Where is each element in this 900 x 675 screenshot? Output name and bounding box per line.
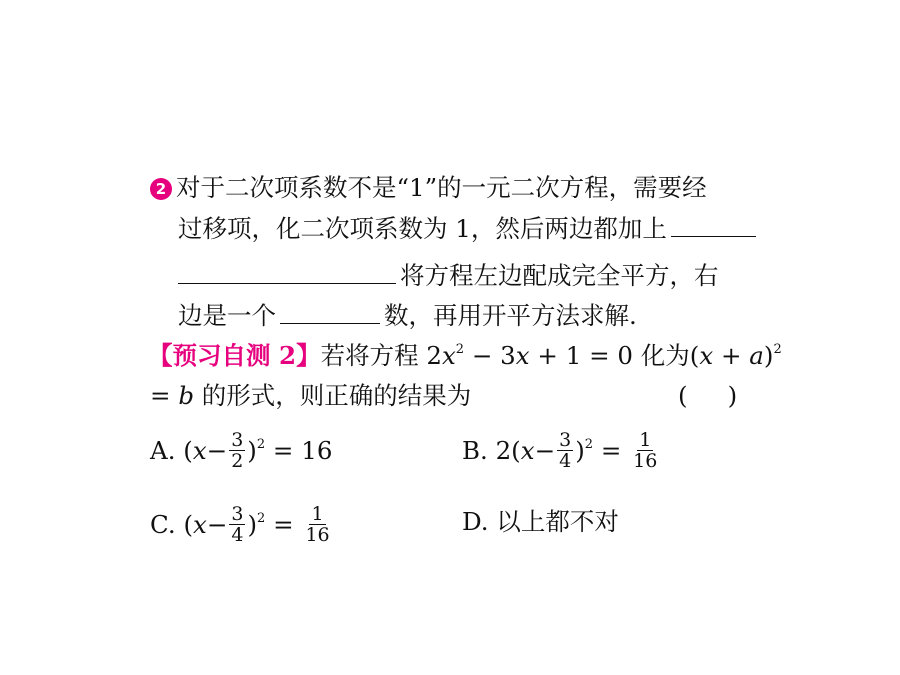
preview-question-line1 — [148, 340, 782, 377]
numerator: 3 — [231, 503, 244, 525]
numerator: 3 — [231, 429, 244, 451]
minus: − — [206, 436, 228, 465]
eq-var: x — [699, 341, 714, 370]
item2-line3 — [178, 260, 719, 292]
option-text: 以上都不对 — [496, 507, 619, 536]
exponent: 2 — [256, 437, 266, 452]
denominator: 4 — [559, 450, 572, 472]
paren: ) — [247, 436, 257, 465]
item2-text-4a: 边是一个 — [178, 301, 276, 330]
eq-part: − 3 — [464, 341, 516, 370]
eq-var: a — [749, 341, 764, 370]
item2-line4 — [178, 300, 637, 332]
eq-coef: 2 — [426, 341, 442, 370]
answer-blank-1-continued[interactable] — [178, 261, 396, 284]
eq-part: ) — [763, 341, 774, 370]
preview-text: 若将方程 — [320, 341, 427, 370]
item2-text-1: 对于二次项系数不是“1”的一元二次方程，需要经 — [176, 173, 707, 202]
denominator: 2 — [231, 450, 244, 472]
item2-text-2: 过移项，化二次项系数为 1，然后两边都加上 — [178, 214, 667, 243]
eq-var: x — [441, 341, 456, 370]
fraction — [229, 504, 245, 545]
exponent: 2 — [257, 511, 266, 526]
preview-question-line2 — [150, 380, 471, 412]
paren-close: ) — [727, 381, 738, 410]
paren: ( — [183, 436, 193, 465]
number-badge: 2 — [150, 178, 172, 200]
var: x — [192, 436, 207, 465]
denominator: 16 — [305, 524, 330, 546]
eq-var: b — [178, 381, 195, 410]
paren: ) — [575, 436, 585, 465]
fraction — [631, 430, 659, 471]
preview-tag: 【预习自测 2】 — [148, 341, 321, 370]
var: x — [520, 436, 535, 465]
option-label: C. — [150, 510, 176, 539]
option-c[interactable] — [150, 503, 334, 547]
paren: ( — [183, 510, 194, 539]
denominator: 4 — [231, 524, 244, 546]
equals: = — [593, 436, 630, 465]
eq-exponent: 2 — [455, 342, 465, 357]
item2-text-3: 将方程左边配成完全平方，右 — [400, 261, 719, 290]
fraction — [303, 504, 331, 545]
eq-rhs: = 16 — [265, 436, 333, 465]
answer-blank-2[interactable] — [280, 301, 380, 324]
preview-text-2: 的形式，则正确的结果为 — [194, 381, 472, 410]
eq-part: + — [713, 341, 750, 370]
eq-part: = — [150, 381, 179, 410]
option-label: A. — [150, 436, 176, 465]
option-d[interactable] — [462, 506, 619, 538]
fraction — [229, 430, 245, 471]
item2-text-4b: 数，再用开平方法求解. — [384, 301, 637, 330]
exponent: 2 — [584, 437, 594, 452]
coef: 2( — [495, 436, 521, 465]
var: x — [193, 510, 207, 539]
numerator: 1 — [639, 429, 652, 451]
minus: − — [534, 436, 556, 465]
paren-open: ( — [678, 381, 688, 410]
option-label: D. — [462, 507, 489, 536]
option-label: B. — [462, 436, 488, 465]
answer-parentheses[interactable] — [678, 380, 737, 412]
eq-part: + 1 = 0 化为( — [529, 341, 700, 370]
numerator: 1 — [311, 503, 324, 525]
paren: ) — [247, 510, 258, 539]
item2-line2 — [178, 213, 756, 245]
item2-line1 — [150, 172, 707, 204]
option-a[interactable] — [150, 429, 333, 473]
answer-blank-1[interactable] — [671, 214, 756, 237]
eq-var: x — [515, 341, 530, 370]
fraction — [557, 430, 573, 471]
numerator: 3 — [559, 429, 572, 451]
eq-exponent: 2 — [773, 342, 782, 357]
minus: − — [206, 510, 228, 539]
equals: = — [265, 510, 302, 539]
denominator: 16 — [633, 450, 658, 472]
option-b[interactable] — [462, 429, 661, 473]
